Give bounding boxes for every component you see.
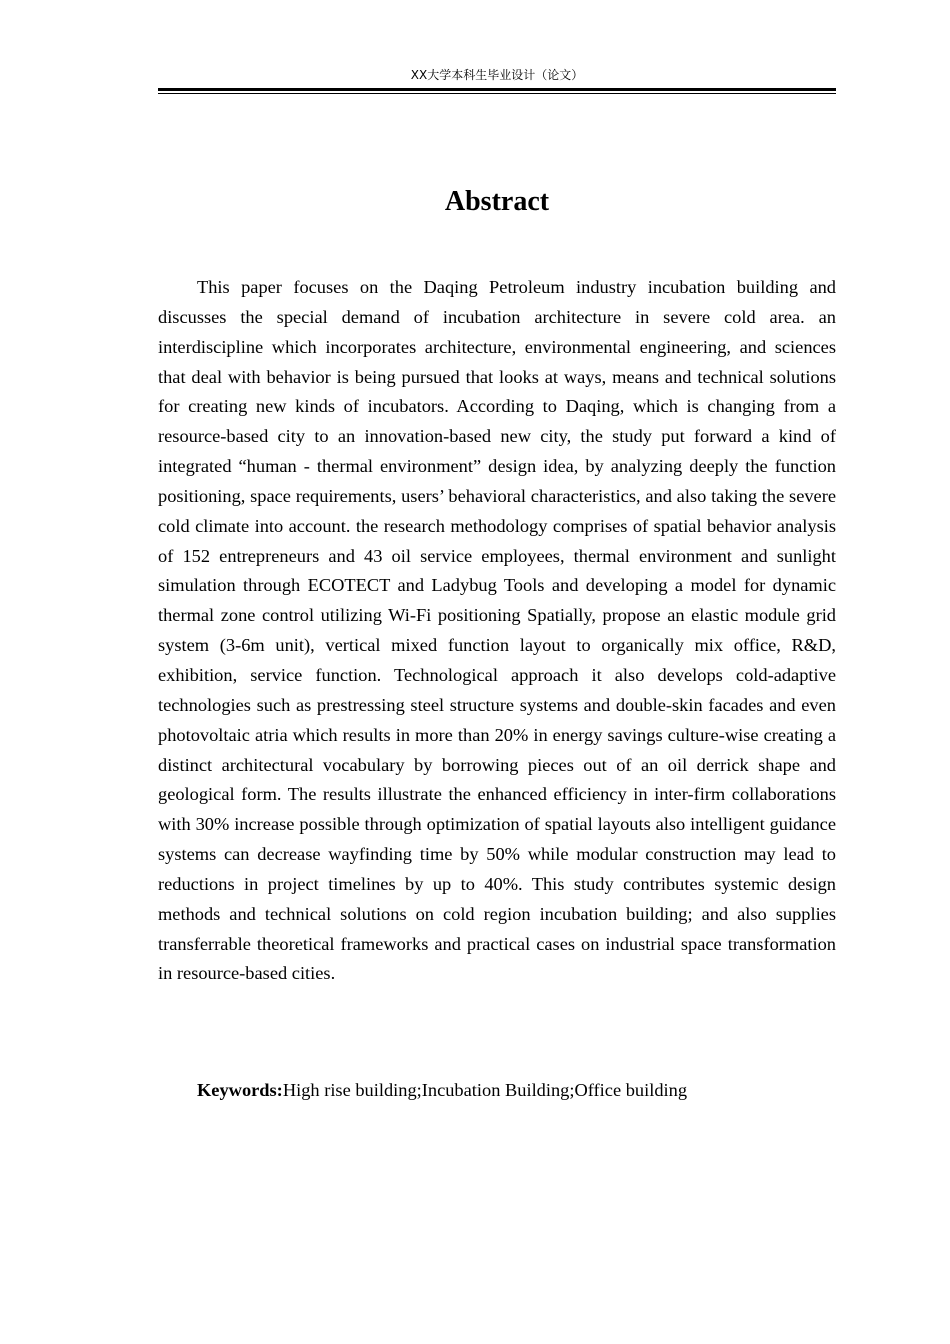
abstract-title: Abstract xyxy=(444,186,550,217)
header-rule-thin xyxy=(158,93,836,94)
keywords-label: Keywords: xyxy=(197,1080,283,1100)
keywords-value: High rise building;Incubation Building;Office building xyxy=(282,1080,688,1100)
header-rule-thick xyxy=(158,88,836,91)
keywords-line xyxy=(197,1076,837,1105)
abstract-body: This paper focuses on the Daqing Petroleum industry incubation building and discusses the special demand of incubation architecture in severe cold area. an interdiscipline which incorporates architecture, environmental engineering, and sciences that deal with behavior is being pursued that looks at ways, means and technical solutions for creating new kinds of incubators. According to Daqing, which is changing from a resource-based city to an innovation-based new city, the study put forward a kind of integrated “human - thermal environment” design idea, by analyzing deeply the function positioning, space requirements, users’ behavioral characteristics, and also taking the severe cold climate into account. the research methodology comprises of spatial behavior analysis of 152 entrepreneurs and 43 oil service employees, thermal environment and sunlight simulation through ECOTECT and Ladybug Tools and developing a model for dynamic thermal zone control utilizing Wi-Fi positioning Spatially, propose an elastic module grid system (3-6m unit), vertical mixed function layout to organically mix office, R&D, exhibition, service function. Technological approach it also develops cold-adaptive technologies such as prestressing steel structure systems and double-skin facades and even photovoltaic atria which results in more than 20% in energy savings culture-wise creating a distinct architectural vocabulary by borrowing pieces out of an oil derrick shape and geological form. The results illustrate the enhanced efficiency in inter-firm collaborations with 30% increase possible through optimization of spatial layouts also intelligent guidance systems can decrease wayfinding time by 50% while modular construction may lead to reductions in project timelines by up to 40%. This study contributes systemic design methods and technical solutions on cold region incubation building; and also supplies transferrable theoretical frameworks and practical cases on industrial space transformation in resource-based cities. xyxy=(158,277,836,984)
page-header: XX大学本科生毕业设计（论文） xyxy=(410,68,584,82)
